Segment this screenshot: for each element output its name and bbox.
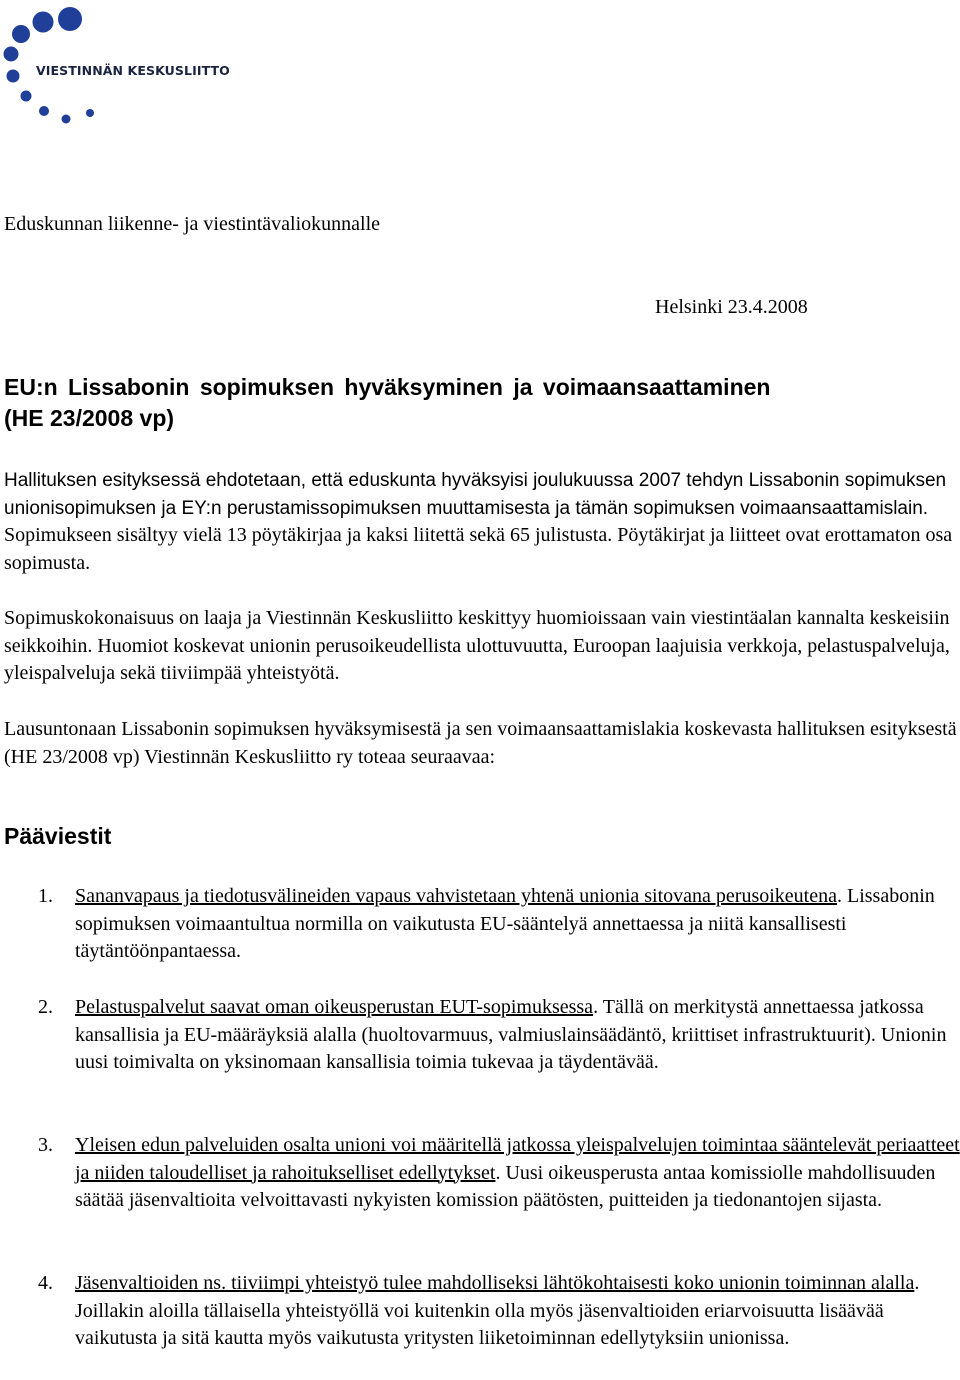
item-text [75, 994, 960, 1077]
organization-logo [0, 0, 230, 130]
item-text [75, 1132, 960, 1215]
item-underlined-key-point: Pelastuspalvelut saavat oman oikeusperustan EUT-sopimuksessa [75, 996, 594, 1018]
item-underlined-key-point: Sananvapaus ja tiedotusvälineiden vapaus vahvistetaan yhtenä unionia sitovana perusoikeutena [75, 885, 837, 907]
intro-paragraph-serif-part: Sopimukseen sisältyy vielä 13 pöytäkirjaa ja kaksi liitettä sekä 65 julistusta. Pöytäkirjat ja liitteet ovat erottamaton osa sopimusta. [4, 524, 953, 574]
section-heading-main-messages: Pääviestit [4, 823, 112, 849]
intro-paragraph-sans-part: Hallituksen esityksessä ehdotetaan, että eduskunta hyväksyisi joulukuussa 2007 tehdyn Lissabonin sopimuksen unionisopimuksen ja EY:n perustamissopimuksen muuttamisesta ja tämän sopimuksen voimaansaattamislain. [4, 470, 947, 519]
item-text [75, 1270, 960, 1353]
item-number: 2. [38, 996, 53, 1018]
scope-paragraph: Sopimuskokonaisuus on laaja ja Viestinnän Keskusliitto keskittyy huomioissaan vain viestintäalan kannalta keskeisiin seikkoihin. Huomiot koskevat unionin perusoikeudellista ulottuvuutta, Euroopan laajuisia verkkoja, pelastuspalveluja, yleispalveluja sekä tiiviimpää yhteistyötä. [4, 607, 950, 684]
statement-paragraph: Lausuntonaan Lissabonin sopimuksen hyväksymisestä ja sen voimaansaattamislakia koskevasta hallituksen esityksestä (HE 23/2008 vp) Viestinnän Keskusliitto ry toteaa seuraavaa: [4, 718, 957, 768]
document-title: EU:n Lissabonin sopimuksen hyväksyminen ja voimaansaattaminen [4, 374, 771, 400]
item-number: 1. [38, 885, 53, 907]
item-underlined-key-point: Yleisen edun palveluiden osalta unioni voi määritellä jatkossa yleispalvelujen toimintaa sääntelevät periaatteet ja niiden taloudelliset ja rahoitukselliset edellytykset [75, 1134, 960, 1184]
item-underlined-key-point: Jäsenvaltioiden ns. tiiviimpi yhteistyö tulee mahdolliseksi lähtökohtaisesti koko unionin toiminnan alalla [75, 1272, 915, 1294]
dateline: Helsinki 23.4.2008 [655, 296, 808, 318]
item-number: 4. [38, 1272, 53, 1294]
intro-paragraph [4, 467, 960, 577]
item-text [75, 883, 960, 966]
logo-wordmark: VIESTINNÄN KESKUSLIITTO [36, 63, 230, 78]
recipient-line: Eduskunnan liikenne- ja viestintävaliokunnalle [4, 213, 381, 235]
item-number: 3. [38, 1134, 53, 1156]
item-explanation: . Uusi oikeusperusta antaa komissiolle mahdollisuuden säätää jäsenvaltioita velvoittavasti nykyisten komission päätösten, puitteiden ja tiedonantojen sijasta. [75, 1161, 936, 1211]
item-explanation: . Tällä on merkitystä annettaessa jatkossa kansallisia ja EU-määräyksiä alalla (huoltovarmuus, valmiuslainsäädäntö, kriittiset infrastruktuurit). Unionin uusi toimivalta on yksinomaan kansallisia toimia tukevaa ja täydentävää. [75, 996, 947, 1073]
document-subtitle: (HE 23/2008 vp) [4, 405, 175, 431]
item-explanation: . Joillakin aloilla tällaisella yhteistyöllä voi kuitenkin olla myös jäsenvaltioiden eriarvoisuutta lisäävää vaikutusta ja sitä kautta myös vaikutusta yritysten liiketoiminnan edellytyksiin unionissa. [75, 1272, 920, 1349]
item-explanation: . Lissabonin sopimuksen voimaantultua normilla on vaikutusta EU-sääntelyä annettaessa ja niitä kansallisesti täytäntöönpantaessa. [75, 885, 935, 962]
